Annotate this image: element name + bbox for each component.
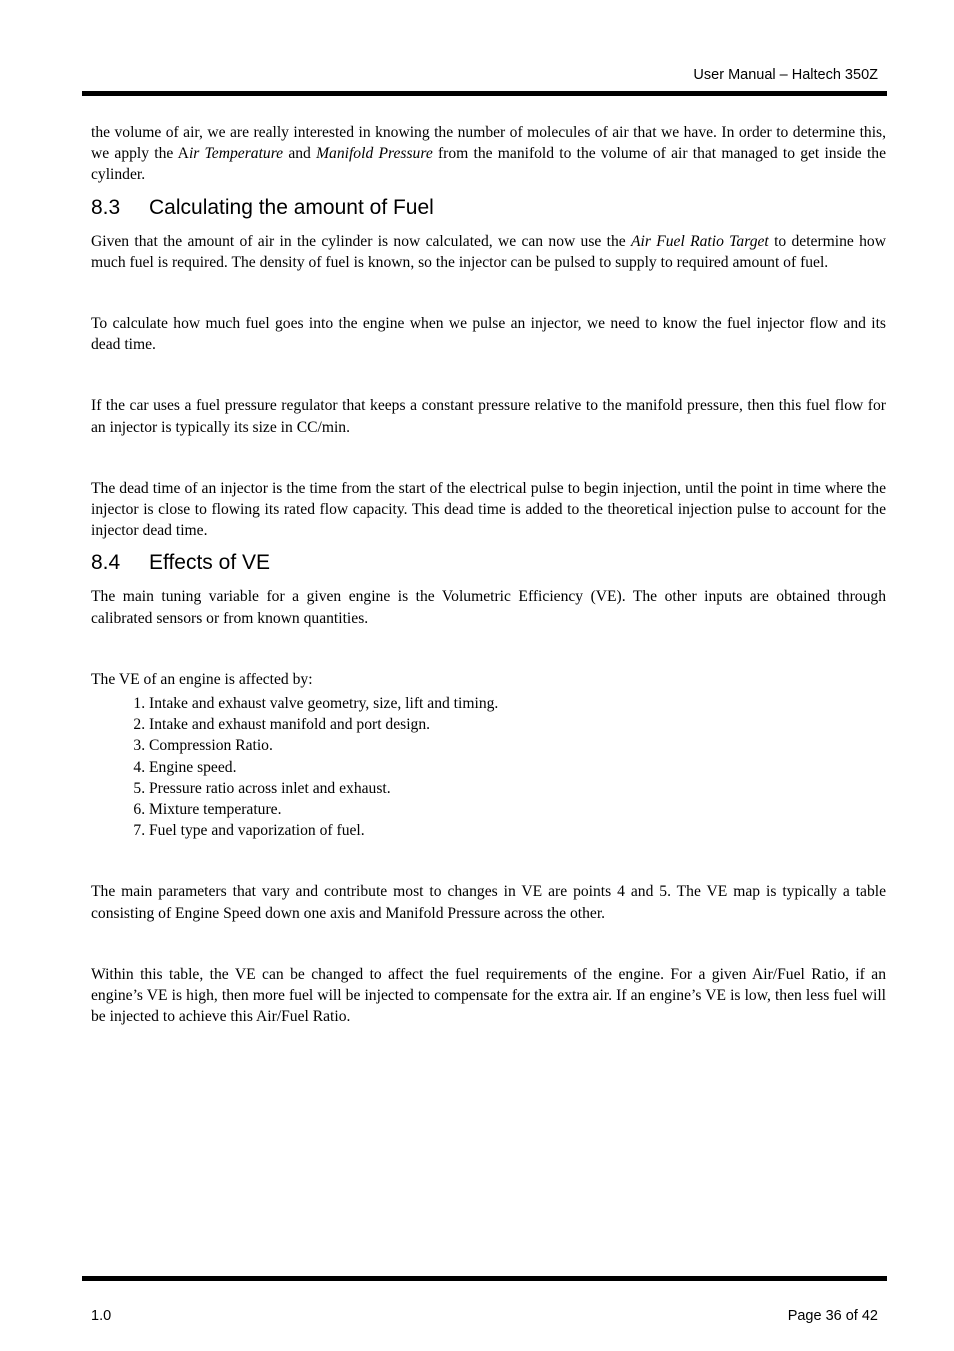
intro-italic-manifold-pressure: Manifold Pressure (316, 145, 433, 163)
section-8-4-paragraph-1: The main tuning variable for a given engine is the Volumetric Efficiency (VE). The other inputs are obtained through calibrated sensors or from known quantities. (91, 588, 886, 627)
section-8-3-title: Calculating the amount of Fuel (149, 195, 434, 219)
footer-rule (82, 1276, 887, 1281)
spacer (91, 629, 886, 669)
list-item: 2. Intake and exhaust manifold and port design. (149, 714, 886, 735)
spacer (91, 924, 886, 964)
section-8-4-number: 8.4 (91, 551, 121, 575)
footer-page-number: Page 36 of 42 (787, 1308, 878, 1324)
spacer (91, 841, 886, 881)
s83-p1-text-b: to determine how much fuel is required. The density of fuel is known, so the injector can be pulsed to supply to required amount of fuel. (91, 232, 886, 271)
section-8-3-paragraph-1 (91, 231, 886, 273)
section-8-4-paragraph-4: Within this table, the VE can be changed to affect the fuel requirements of the engine. For a given Air/Fuel Ratio, if an engine’s VE is high, then more fuel will be injected to compensate for the extra air. If an engine’s VE is low, then less fuel will be injected to achieve this Air/Fuel Ratio. (91, 965, 886, 1026)
intro-text-1: the volume of air, we are really interested in knowing the number of molecules of air that we have. In order to determine this, we apply the A (91, 124, 886, 163)
spacer (91, 438, 886, 478)
list-item: 3. Compression Ratio. (149, 735, 886, 756)
list-item: 4. Engine speed. (149, 757, 886, 778)
section-8-4-paragraph-2: The VE of an engine is affected by: (91, 670, 313, 688)
spacer (91, 355, 886, 395)
header-rule (82, 91, 887, 96)
spacer (91, 273, 886, 313)
intro-text-2: and (283, 145, 317, 163)
section-8-3-heading (91, 195, 886, 221)
intro-paragraph (91, 122, 886, 186)
section-8-4-paragraph-3: The main parameters that vary and contribute most to changes in VE are points 4 and 5. The VE map is typically a table consisting of Engine Speed down one axis and Manifold Pressure across the other. (91, 883, 886, 922)
intro-text-3: from the manifold to the volume of air that managed to get inside the cylinder. (91, 145, 886, 184)
list-item: 1. Intake and exhaust valve geometry, size, lift and timing. (149, 693, 886, 714)
section-8-3-paragraph-3: If the car uses a fuel pressure regulator that keeps a constant pressure relative to the manifold pressure, then this fuel flow for an injector is typically its size in CC/min. (91, 397, 886, 436)
section-8-3-number: 8.3 (91, 195, 121, 219)
section-8-3-paragraph-4: The dead time of an injector is the time from the start of the electrical pulse to begin injection, until the point in time where the injector is close to flowing its rated flow capacity. This dead time is added to the theoretical injection pulse to account for the injector dead time. (91, 479, 886, 540)
header-title: User Manual – Haltech 350Z (693, 67, 878, 83)
section-8-4-title: Effects of VE (149, 551, 271, 575)
page-content (91, 122, 886, 1027)
list-item: 5. Pressure ratio across inlet and exhaust. (149, 778, 886, 799)
footer-version: 1.0 (91, 1308, 112, 1324)
list-item: 7. Fuel type and vaporization of fuel. (149, 820, 886, 841)
list-item: 6. Mixture temperature. (149, 799, 886, 820)
s83-p1-italic: Air Fuel Ratio Target (631, 232, 769, 250)
section-8-4-heading (91, 550, 886, 576)
s83-p1-text-a: Given that the amount of air in the cylinder is now calculated, we can now use the (91, 232, 631, 250)
section-8-3-paragraph-2: To calculate how much fuel goes into the engine when we pulse an injector, we need to know the fuel injector flow and its dead time. (91, 315, 886, 354)
ve-factors-list (91, 693, 886, 841)
intro-italic-air-temperature: ir Temperature (188, 145, 284, 163)
